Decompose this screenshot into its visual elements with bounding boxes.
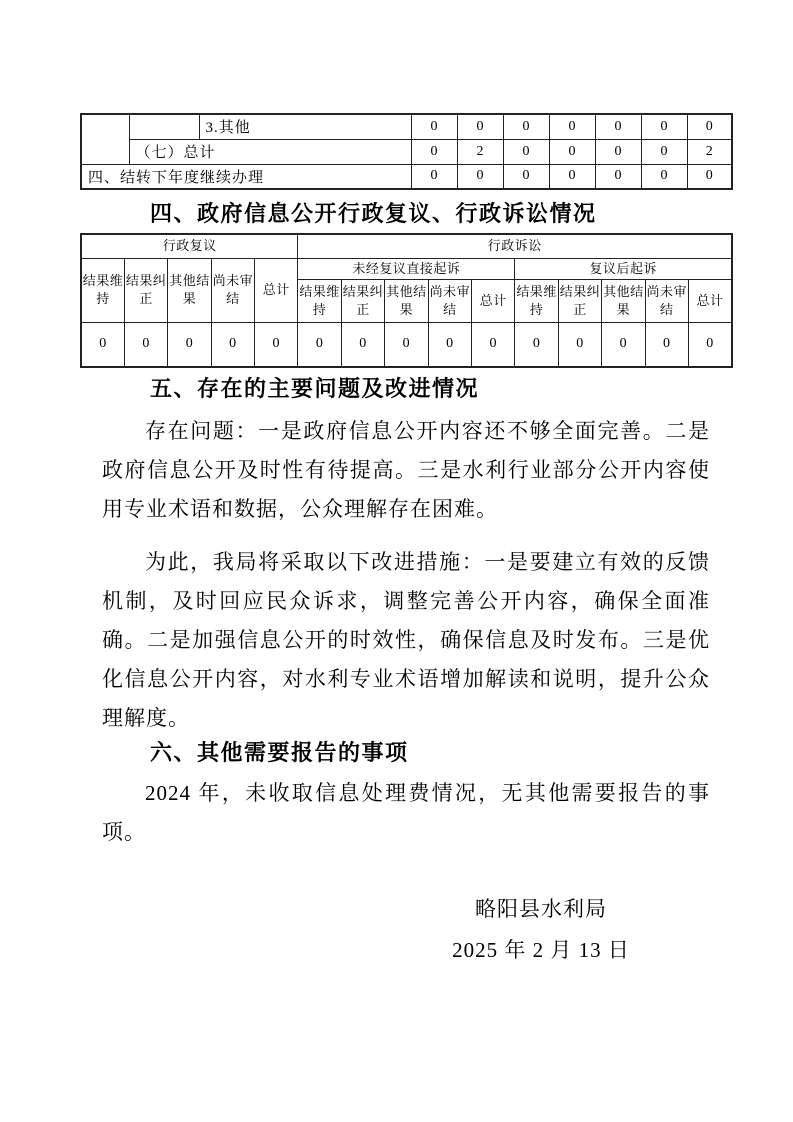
value-cell: 2 xyxy=(457,139,503,164)
value-cell: 0 xyxy=(641,164,687,189)
value-cell: 0 xyxy=(641,114,687,139)
value-cell: 0 xyxy=(503,164,549,189)
column-header: 结果纠正 xyxy=(124,258,167,322)
column-header: 其他结果 xyxy=(602,279,645,322)
value-cell: 0 xyxy=(168,322,211,367)
value-cell: 0 xyxy=(472,322,515,367)
column-header: 总计 xyxy=(255,258,298,322)
table-row xyxy=(81,234,732,258)
column-header: 尚未审结 xyxy=(428,279,471,322)
column-header: 其他结果 xyxy=(385,279,428,322)
signature-date: 2025 年 2 月 13 日 xyxy=(452,938,630,962)
value-cell: 0 xyxy=(549,164,595,189)
value-cell: 0 xyxy=(687,164,732,189)
row-label: 3.其他 xyxy=(199,114,411,139)
value-cell: 0 xyxy=(595,139,641,164)
empty-cell xyxy=(129,114,199,139)
column-header: 结果维持 xyxy=(515,279,558,322)
column-header: 尚未审结 xyxy=(645,279,688,322)
row-label: 四、结转下年度继续办理 xyxy=(81,164,411,189)
empty-cell xyxy=(81,114,129,164)
column-header: 结果维持 xyxy=(298,279,341,322)
value-cell: 0 xyxy=(411,114,457,139)
group-header: 行政诉讼 xyxy=(298,234,732,258)
review-litigation-table xyxy=(80,233,733,368)
section-6-title: 六、其他需要报告的事项 xyxy=(150,740,409,765)
section-5-paragraph-2: 为此，我局将采取以下改进措施：一是要建立有效的反馈机制，及时回应民众诉求，调整完善公开内容，确保全面准确。二是加强信息公开的时效性，确保信息及时发布。三是优化信息公开内容，对水利专业术语增加解读和说明，提升公众理解度。 xyxy=(102,550,710,730)
section-5-title: 五、存在的主要问题及改进情况 xyxy=(150,376,480,401)
value-cell: 0 xyxy=(457,114,503,139)
signature-org: 略阳县水利局 xyxy=(475,897,607,921)
subgroup-header: 未经复议直接起诉 xyxy=(298,258,515,279)
value-cell: 0 xyxy=(385,322,428,367)
subgroup-header: 复议后起诉 xyxy=(515,258,732,279)
column-header: 总计 xyxy=(472,279,515,322)
value-cell: 0 xyxy=(549,114,595,139)
value-cell: 0 xyxy=(515,322,558,367)
carryover-table xyxy=(80,113,733,190)
value-cell: 0 xyxy=(645,322,688,367)
table-row xyxy=(81,258,732,279)
value-cell: 0 xyxy=(595,164,641,189)
section-5-paragraph-1: 存在问题：一是政府信息公开内容还不够全面完善。二是政府信息公开及时性有待提高。三是水利行业部分公开内容使用专业术语和数据，公众理解存在困难。 xyxy=(102,419,710,521)
section-4-title: 四、政府信息公开行政复议、行政诉讼情况 xyxy=(150,201,597,226)
value-cell: 0 xyxy=(298,322,341,367)
column-header: 结果纠正 xyxy=(341,279,384,322)
group-header: 行政复议 xyxy=(81,234,298,258)
value-cell: 0 xyxy=(81,322,124,367)
section-6-paragraph: 2024 年，未收取信息处理费情况，无其他需要报告的事项。 xyxy=(102,781,710,844)
table-row xyxy=(81,322,732,367)
value-cell: 0 xyxy=(341,322,384,367)
value-cell: 0 xyxy=(687,114,732,139)
value-cell: 0 xyxy=(411,139,457,164)
value-cell: 0 xyxy=(549,139,595,164)
value-cell: 0 xyxy=(503,139,549,164)
value-cell: 0 xyxy=(428,322,471,367)
column-header: 结果纠正 xyxy=(558,279,601,322)
column-header: 结果维持 xyxy=(81,258,124,322)
value-cell: 0 xyxy=(503,114,549,139)
value-cell: 0 xyxy=(595,114,641,139)
table-row xyxy=(81,114,732,139)
column-header: 尚未审结 xyxy=(211,258,254,322)
column-header: 其他结果 xyxy=(168,258,211,322)
value-cell: 0 xyxy=(688,322,732,367)
value-cell: 0 xyxy=(411,164,457,189)
value-cell: 0 xyxy=(255,322,298,367)
value-cell: 0 xyxy=(558,322,601,367)
signature-block xyxy=(372,890,710,972)
value-cell: 2 xyxy=(687,139,732,164)
table-row xyxy=(81,164,732,189)
table-row xyxy=(81,139,732,164)
value-cell: 0 xyxy=(457,164,503,189)
column-header: 总计 xyxy=(688,279,732,322)
row-label: （七）总计 xyxy=(129,139,411,164)
value-cell: 0 xyxy=(124,322,167,367)
value-cell: 0 xyxy=(602,322,645,367)
value-cell: 0 xyxy=(641,139,687,164)
value-cell: 0 xyxy=(211,322,254,367)
